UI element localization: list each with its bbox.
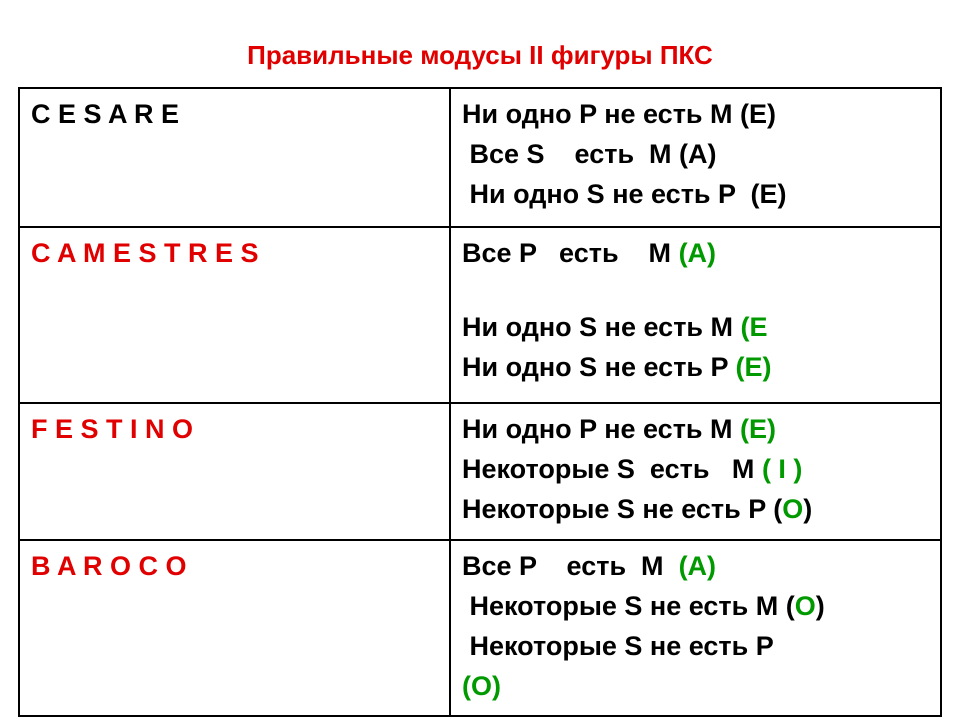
major-premise (462, 546, 930, 586)
closing-paren: ) (803, 494, 813, 524)
table-row (19, 540, 941, 716)
premise-text: Некоторые S не есть M ( (462, 591, 795, 621)
table-row (19, 88, 941, 227)
mood-name-cell (19, 88, 450, 227)
conclusion (462, 489, 930, 529)
mood-name-cell (19, 403, 450, 540)
mood-name: C A M E S T R E S (31, 238, 259, 268)
major-premise: Ни одно P не есть M (E) (462, 99, 777, 129)
table-row (19, 227, 941, 403)
premises-cell (450, 227, 941, 403)
slide-title: Правильные модусы II фигуры ПКС (247, 40, 713, 70)
proposition-type-code: (E) (735, 352, 772, 382)
minor-premise (462, 307, 930, 347)
premise-text: Некоторые S есть M (462, 454, 762, 484)
minor-premise: Все S есть M (A) (462, 139, 717, 169)
premise-text: Все P есть M (462, 551, 679, 581)
conclusion: Ни одно S не есть P (E) (462, 179, 787, 209)
premise-text: Все P есть M (462, 238, 679, 268)
premise-text: Некоторые S не есть P (462, 631, 774, 661)
proposition-type-code: (O) (462, 671, 501, 701)
proposition-type-code: (A) (678, 238, 717, 268)
conclusion-continued (462, 666, 930, 706)
syllogism-moods-table (18, 87, 942, 717)
proposition-type-code: ( I ) (761, 454, 803, 484)
minor-premise (462, 449, 930, 489)
premises-cell (450, 88, 941, 227)
mood-name: B A R O C O (31, 551, 187, 581)
premise-text: Ни одно P не есть M (462, 414, 741, 444)
premise-text: Ни одно S не есть P (462, 352, 736, 382)
conclusion (462, 626, 930, 666)
minor-premise (462, 586, 930, 626)
proposition-type-code: (E) (740, 414, 777, 444)
closing-paren: ) (815, 591, 825, 621)
table-row (19, 403, 941, 540)
premise-text: Ни одно S не есть M (462, 312, 741, 342)
mood-name-cell (19, 540, 450, 716)
mood-name: C E S A R E (31, 99, 180, 129)
proposition-type-code: O (794, 591, 816, 621)
mood-name-cell (19, 227, 450, 403)
proposition-type-code: O (782, 494, 804, 524)
mood-name: F E S T I N O (31, 414, 194, 444)
premises-cell (450, 540, 941, 716)
major-premise (462, 409, 930, 449)
proposition-type-code: (A) (678, 551, 717, 581)
premise-text: Некоторые S не есть P ( (462, 494, 783, 524)
proposition-type-code: (E (740, 312, 768, 342)
premises-cell (450, 403, 941, 540)
conclusion (462, 347, 930, 387)
major-premise (462, 233, 930, 273)
